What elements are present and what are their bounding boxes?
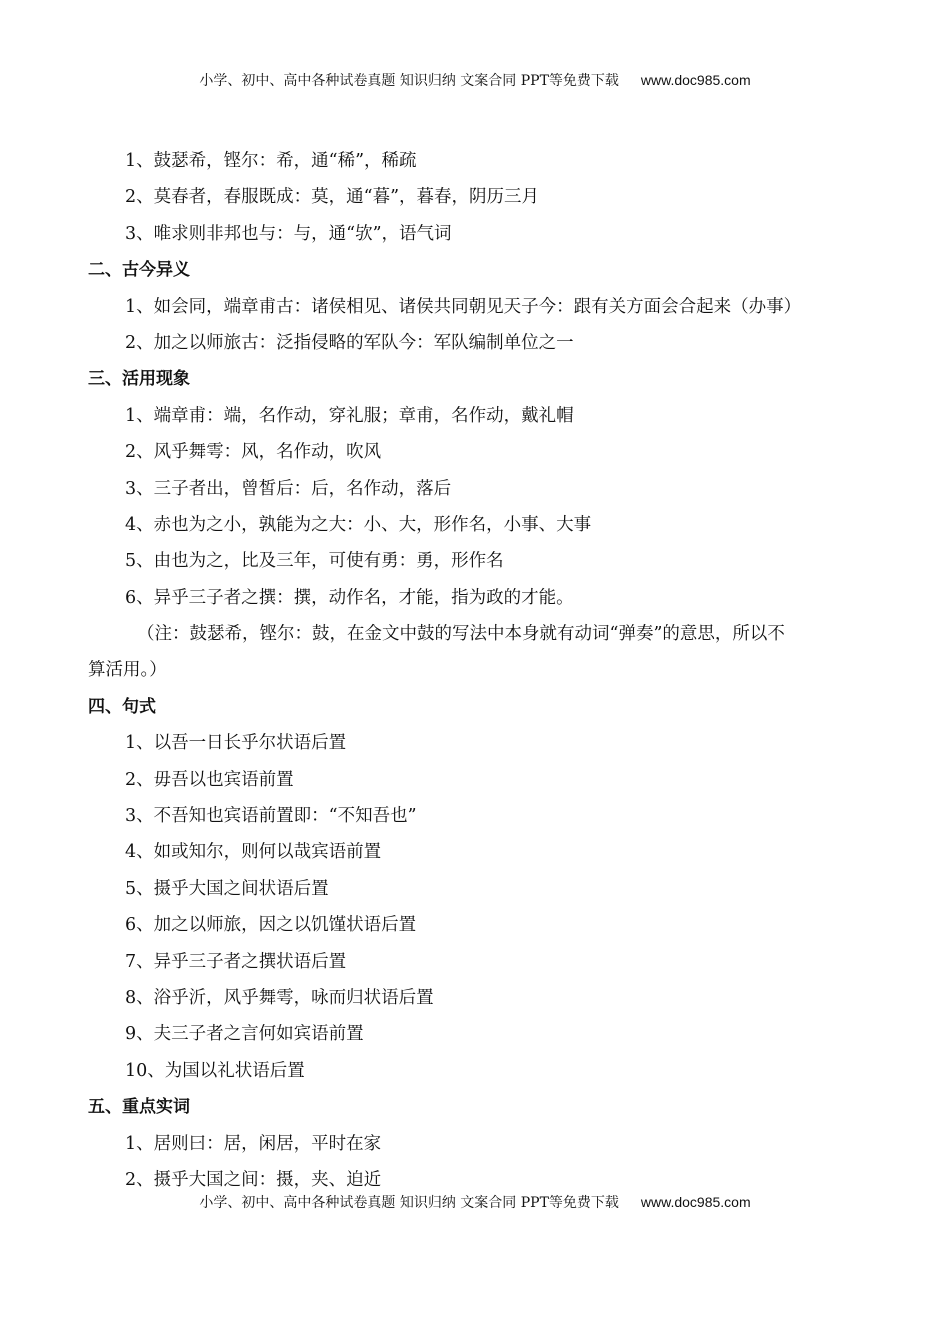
page-footer xyxy=(0,1192,950,1212)
footer-site-link[interactable]: www.doc985.com xyxy=(640,1194,751,1210)
list-item: 3、不吾知也宾语前置即：“不知吾也” xyxy=(125,806,417,827)
section-heading: 三、活用现象 xyxy=(88,369,190,390)
list-item: 5、摄乎大国之间状语后置 xyxy=(125,878,329,899)
list-item: 10、为国以礼状语后置 xyxy=(125,1060,305,1081)
list-item: 3、唯求则非邦也与：与，通“欤”，语气词 xyxy=(125,223,452,244)
list-item: 2、莫春者，春服既成：莫，通“暮”，暮春，阴历三月 xyxy=(125,187,540,208)
section-heading: 四、句式 xyxy=(88,696,156,717)
list-item: 8、浴乎沂，风乎舞雩，咏而归状语后置 xyxy=(125,987,434,1008)
note-paragraph-continued: 算活用。） xyxy=(88,660,167,681)
list-item: 1、鼓瑟希，铿尔：希，通“稀”，稀疏 xyxy=(125,151,417,171)
list-item: 4、如或知尔，则何以哉宾语前置 xyxy=(125,842,382,863)
list-item: 2、毋吾以也宾语前置 xyxy=(125,769,294,790)
section-heading: 二、古今异义 xyxy=(88,260,190,281)
footer-text: 小学、初中、高中各种试卷真题 知识归纳 文案合同 PPT等免费下载 xyxy=(199,1195,619,1211)
header-text: 小学、初中、高中各种试卷真题 知识归纳 文案合同 PPT等免费下载 xyxy=(199,73,619,89)
list-item: 1、以吾一日长乎尔状语后置 xyxy=(125,733,347,754)
list-item: 6、加之以师旅，因之以饥馑状语后置 xyxy=(125,915,417,936)
list-item: 7、异乎三子者之撰状语后置 xyxy=(125,951,347,972)
note-paragraph: （注：鼓瑟希，铿尔：鼓，在金文中鼓的写法中本身就有动词“弹奏”的意思，所以不 xyxy=(137,624,785,645)
list-item: 1、居则曰：居，闲居，平时在家 xyxy=(125,1133,382,1154)
list-item: 5、由也为之，比及三年，可使有勇：勇，形作名 xyxy=(125,551,504,572)
list-item: 2、摄乎大国之间：摄，夹、迫近 xyxy=(125,1169,382,1190)
section-heading: 五、重点实词 xyxy=(88,1097,190,1118)
list-item: 4、赤也为之小，孰能为之大：小、大，形作名，小事、大事 xyxy=(125,514,592,535)
header-site-link[interactable]: www.doc985.com xyxy=(640,72,751,88)
list-item: 9、夫三子者之言何如宾语前置 xyxy=(125,1024,364,1045)
list-item: 1、如会同，端章甫古：诸侯相见、诸侯共同朝见天子今：跟有关方面会合起来（办事） xyxy=(125,296,802,317)
list-item: 2、风乎舞雩：风，名作动，吹风 xyxy=(125,442,382,463)
list-item: 3、三子者出，曾皙后：后，名作动，落后 xyxy=(125,478,452,499)
list-item: 2、加之以师旅古：泛指侵略的军队今：军队编制单位之一 xyxy=(125,332,574,353)
document-body xyxy=(88,143,863,1198)
list-item: 6、异乎三子者之撰：撰，动作名，才能，指为政的才能。 xyxy=(125,587,574,608)
page-header xyxy=(0,70,950,90)
list-item: 1、端章甫：端，名作动，穿礼服；章甫，名作动，戴礼帽 xyxy=(125,405,574,426)
